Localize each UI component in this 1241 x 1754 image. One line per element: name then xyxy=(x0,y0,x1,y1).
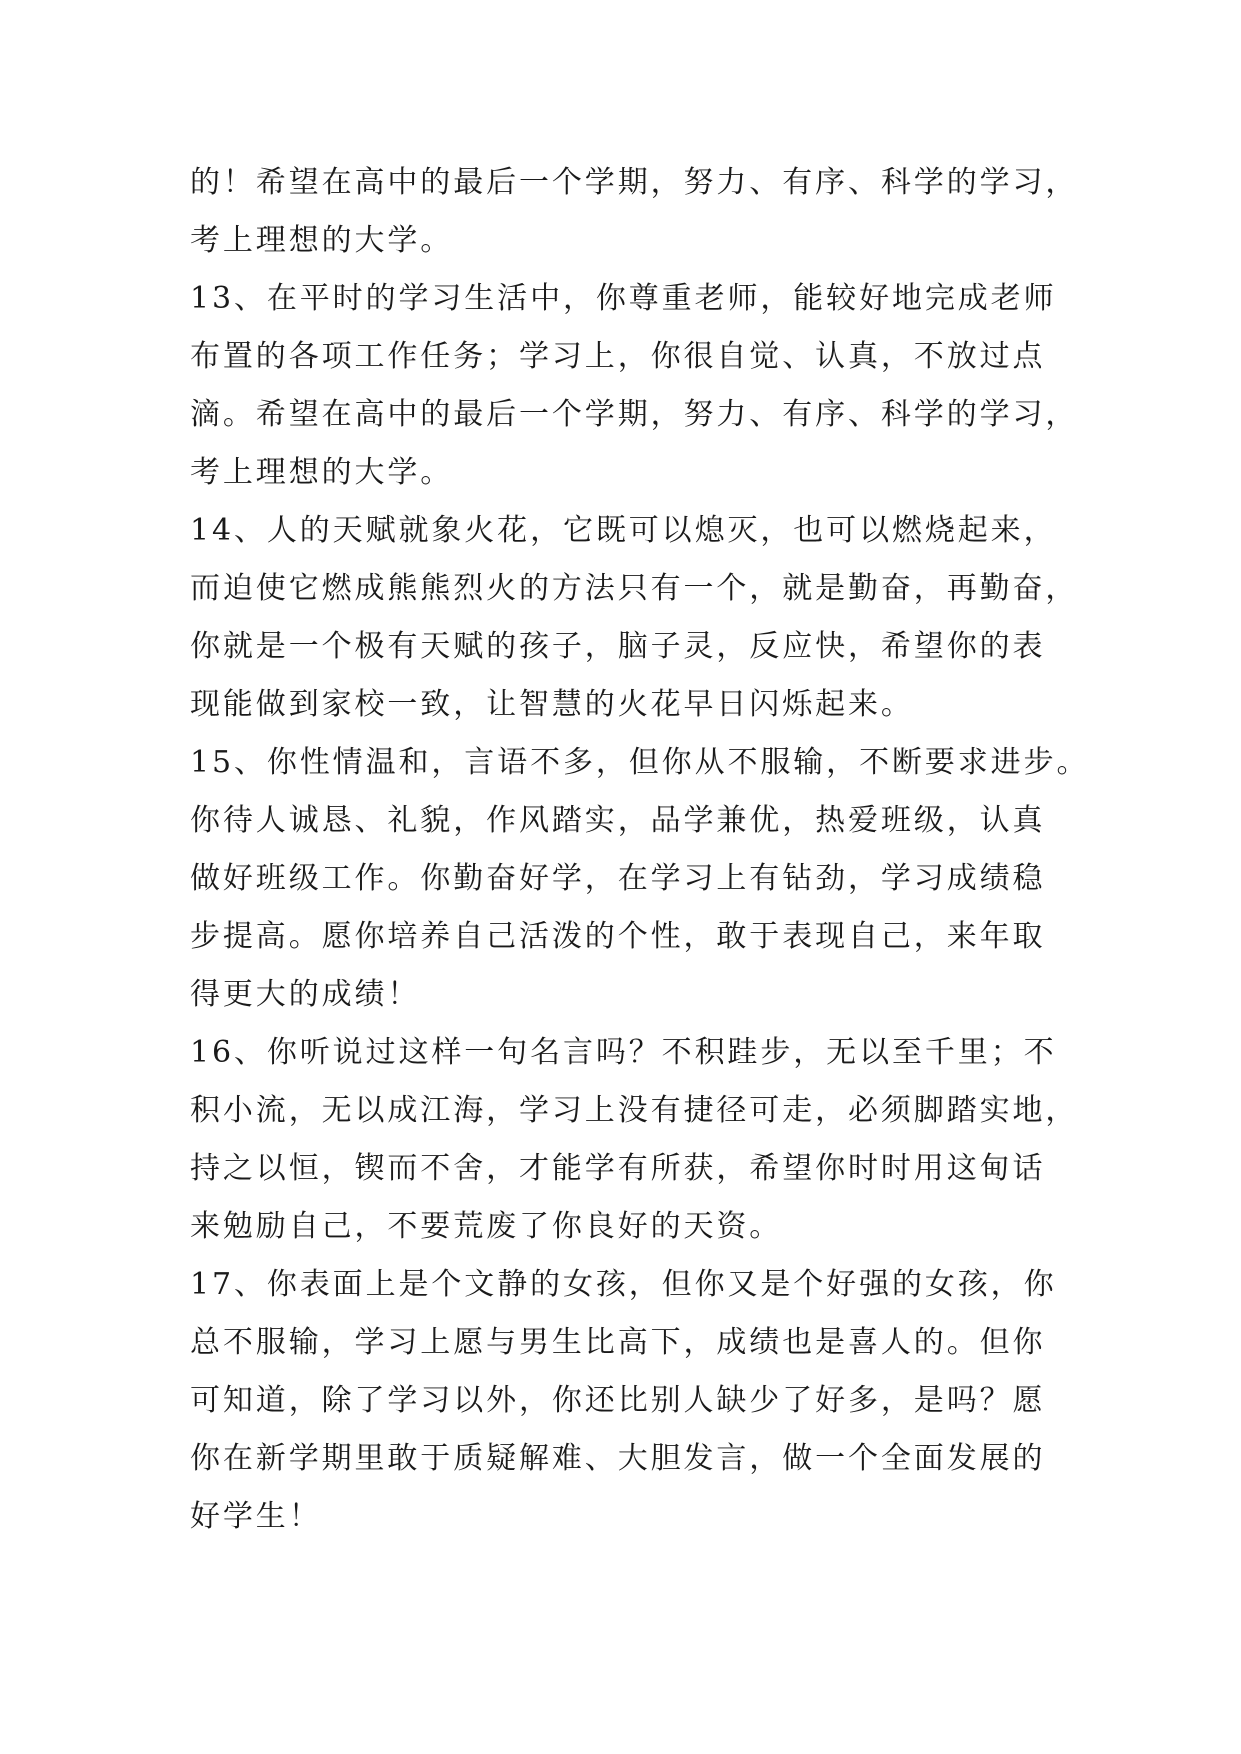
text-line: 可知道，除了学习以外，你还比别人缺少了好多，是吗？愿 xyxy=(190,1383,1046,1418)
text-line: 你待人诚恳、礼貌，作风踏实，品学兼优，热爱班级，认真 xyxy=(190,803,1046,838)
text-line: 15、你性情温和，言语不多，但你从不服输，不断要求进步。 xyxy=(190,745,1090,780)
text-line: 你在新学期里敢于质疑解难、大胆发言，做一个全面发展的 xyxy=(190,1441,1046,1476)
body-text xyxy=(190,154,1090,1546)
text-line: 来勉励自己，不要荒废了你良好的天资。 xyxy=(190,1209,783,1244)
text-line: 考上理想的大学。 xyxy=(190,223,454,258)
text-line: 得更大的成绩！ xyxy=(190,977,421,1012)
text-line: 考上理想的大学。 xyxy=(190,455,454,490)
text-line: 14、人的天赋就象火花，它既可以熄灭，也可以燃烧起来， xyxy=(190,513,1057,548)
text-line: 13、在平时的学习生活中，你尊重老师，能较好地完成老师 xyxy=(190,281,1057,316)
text-line: 而迫使它燃成熊熊烈火的方法只有一个，就是勤奋，再勤奋， xyxy=(190,571,1079,606)
text-line: 的！希望在高中的最后一个学期，努力、有序、科学的学习， xyxy=(190,165,1079,200)
text-line: 持之以恒，锲而不舍，才能学有所获，希望你时时用这甸话 xyxy=(190,1151,1046,1186)
text-line: 步提高。愿你培养自己活泼的个性，敢于表现自己，来年取 xyxy=(190,919,1046,954)
text-line: 17、你表面上是个文静的女孩，但你又是个好强的女孩，你 xyxy=(190,1267,1057,1302)
text-line: 你就是一个极有天赋的孩子，脑子灵，反应快，希望你的表 xyxy=(190,629,1046,664)
text-line: 总不服输，学习上愿与男生比高下，成绩也是喜人的。但你 xyxy=(190,1325,1046,1360)
text-line: 积小流，无以成江海，学习上没有捷径可走，必须脚踏实地， xyxy=(190,1093,1079,1128)
text-line: 做好班级工作。你勤奋好学，在学习上有钻劲，学习成绩稳 xyxy=(190,861,1046,896)
text-line: 现能做到家校一致，让智慧的火花早日闪烁起来。 xyxy=(190,687,914,722)
text-line: 布置的各项工作任务；学习上，你很自觉、认真，不放过点 xyxy=(190,339,1046,374)
text-line: 好学生！ xyxy=(190,1499,322,1534)
text-line: 滴。希望在高中的最后一个学期，努力、有序、科学的学习， xyxy=(190,397,1079,432)
text-line: 16、你听说过这样一句名言吗？不积跬步，无以至千里；不 xyxy=(190,1035,1057,1070)
